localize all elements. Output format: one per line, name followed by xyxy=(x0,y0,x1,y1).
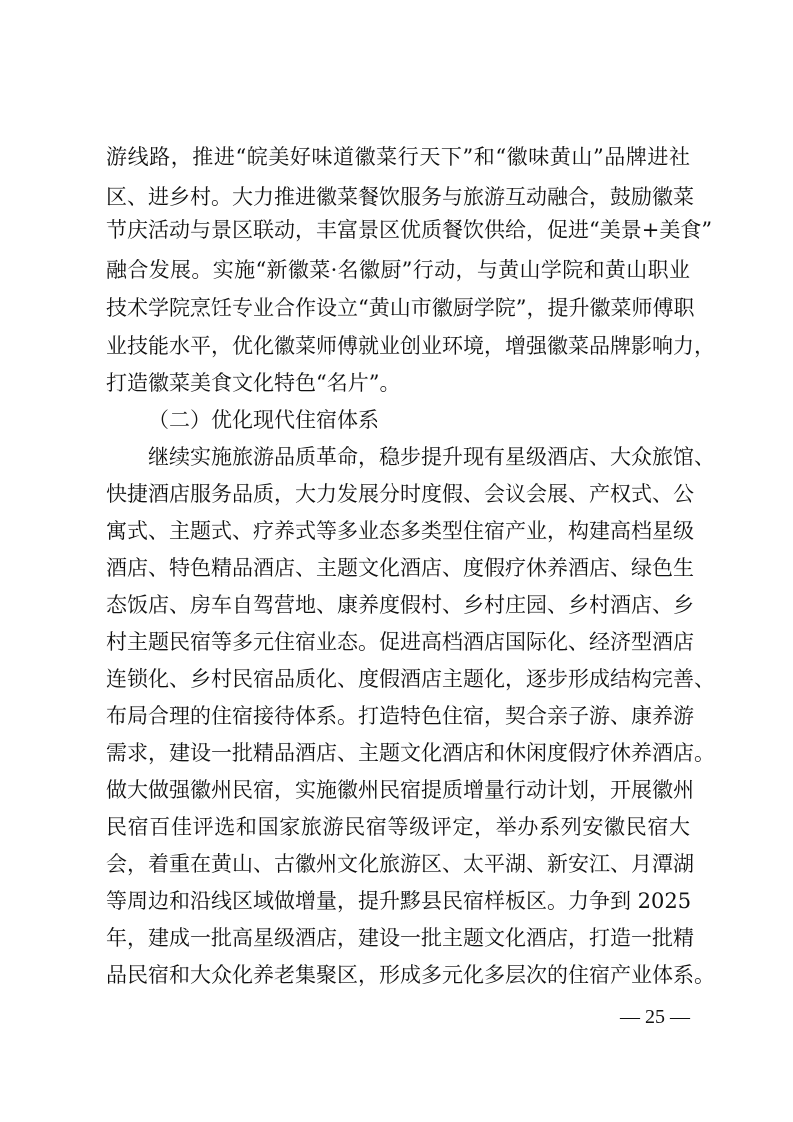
body-line-21: 等周边和沿线区域做增量，提升黟县民宿样板区。力争到 2025 xyxy=(106,889,692,913)
body-line-4: 融合发展。实施“新徽菜·名徽厨”行动，与黄山学院和黄山职业 xyxy=(106,258,690,282)
body-line-14: 村主题民宿等多元住宿业态。促进高档酒店国际化、经济型酒店 xyxy=(106,630,694,654)
body-line-11: 寓式、主题式、疗养式等多业态多类型住宿产业，构建高档星级 xyxy=(106,519,694,543)
body-line-10: 快捷酒店服务品质，大力发展分时度假、会议会展、产权式、公 xyxy=(106,482,694,506)
body-line-13: 态饭店、房车自驾营地、康养度假村、乡村庄园、乡村酒店、乡 xyxy=(106,593,694,617)
body-line-3: 节庆活动与景区联动，丰富景区优质餐饮供给，促进“美景+美食” xyxy=(106,218,713,242)
body-line-15: 连锁化、乡村民宿品质化、度假酒店主题化，逐步形成结构完善、 xyxy=(106,667,715,691)
body-line-20: 会，着重在黄山、古徽州文化旅游区、太平湖、新安江、月潭湖 xyxy=(106,852,694,876)
body-line-9: 继续实施旅游品质革命，稳步提升现有星级酒店、大众旅馆、 xyxy=(148,445,715,469)
body-line-1: 游线路，推进“皖美好味道徽菜行天下”和“徽味黄山”品牌进社 xyxy=(106,145,690,169)
body-line-18: 做大做强徽州民宿，实施徽州民宿提质增量行动计划，开展徽州 xyxy=(106,778,694,802)
body-line-5: 技术学院烹饪专业合作设立“黄山市徽厨学院”，提升徽菜师傅职 xyxy=(106,296,695,320)
section-heading: （二）优化现代住宿体系 xyxy=(148,408,379,432)
body-line-6: 业技能水平，优化徽菜师傅就业创业环境，增强徽菜品牌影响力， xyxy=(106,334,715,358)
body-line-16: 布局合理的住宿接待体系。打造特色住宿，契合亲子游、康养游 xyxy=(106,704,694,728)
body-line-12: 酒店、特色精品酒店、主题文化酒店、度假疗休养酒店、绿色生 xyxy=(106,556,694,580)
body-line-19: 民宿百佳评选和国家旅游民宿等级评定，举办系列安徽民宿大 xyxy=(106,815,690,839)
body-line-22: 年，建成一批高星级酒店，建设一批主题文化酒店，打造一批精 xyxy=(106,926,694,950)
page-number: — 25 — xyxy=(620,1006,690,1028)
body-line-17: 需求，建设一批精品酒店、主题文化酒店和休闲度假疗休养酒店。 xyxy=(106,741,715,765)
body-line-2: 区、进乡村。大力推进徽菜餐饮服务与旅游互动融合，鼓励徽菜 xyxy=(106,185,694,209)
body-line-23: 品民宿和大众化养老集聚区，形成多元化多层次的住宿产业体系。 xyxy=(106,963,715,987)
body-line-7: 打造徽菜美食文化特色“名片”。 xyxy=(106,371,401,395)
